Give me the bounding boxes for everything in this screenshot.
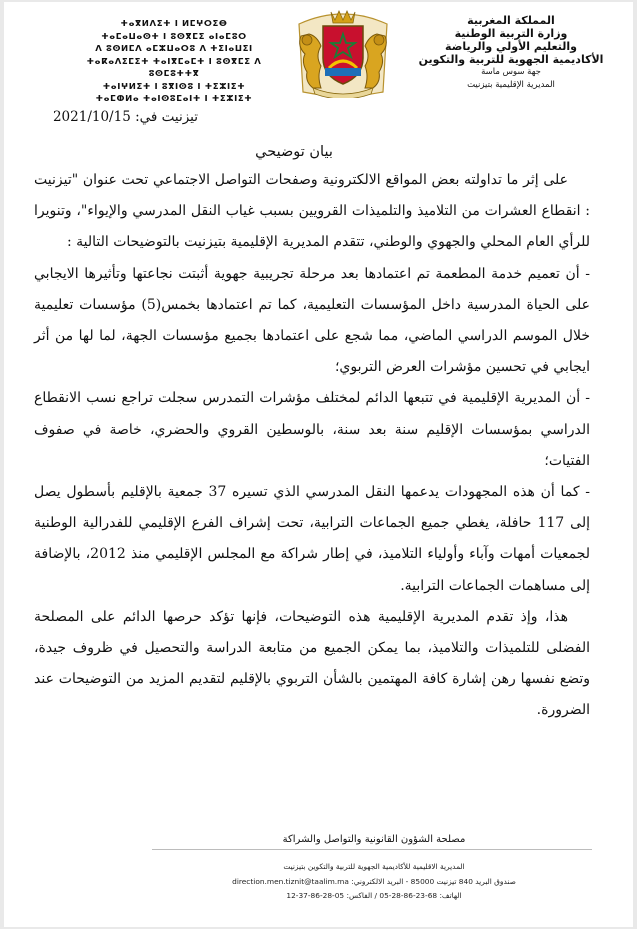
tifinagh-line: ⵜⴰⵏⵖⵍⵉⵜ ⵏ ⵓⴳⵏⵙⵓ ⵏ ⵜⵉⵣⵏⵉⵜ: [102, 81, 246, 92]
tifinagh-line: ⵜⴰⴳⵍⴷⵉⵜ ⵏ ⵍⵎⵖⵔⵉⴱ: [120, 19, 228, 29]
body-paragraph: - أن تعميم خدمة المطعمة تم اعتمادها بعد مرحلة تجريبية جهوية أثبتت نجاعتها وتأثيرها الايجابي على الحياة المدرسية داخل المؤسسات التعليمية، كما تم اعتمادها بخمس(5) مؤسسات تعليمية خلال الموسم الدراسي الماضي، مما شجع على اعتمادها بجميع مؤسسات الجهة، لما لها من أثر ايجابي في تحسين مؤشرات العرض التربوي؛: [34, 265, 591, 376]
tifinagh-line: ⵜⴰⵎⴰⵡⴰⵙⵜ ⵏ ⵓⵙⴳⵎⵉ ⴰⵏⴰⵎⵓⵔ: [101, 31, 247, 42]
letterhead-kingdom: المملكة المغربية: [467, 14, 555, 27]
tifinagh-line: ⴷ ⵓⵙⵍⵎⴷ ⴰⵎⵣⵡⴰⵔⵓ ⴷ ⵜⵉⵏⴰⵡⵉⵏ: [95, 44, 253, 54]
body-paragraph: - كما أن هذه المجهودات يدعمها النقل المدرسي الذي تسيره 37 جمعية بالإقليم بأسطول يصل إلى 117 حافلة، يغطي جميع الجماعات الترابية، تحت إشراف الفرع الإقليمي للفدرالية الوطنية لجمعيات أمهات وآباء وأولياء التلاميذ، في إطار شراكة مع المجلس الإقليمي منذ 2012، بالإضافة إلى مساهمات الجماعات الترابية.: [34, 484, 591, 594]
footer-line: صندوق البريد 840 تيزنيت 85000 - البريد الالكتروني: direction.men.tiznit@taalim.ma: [232, 876, 516, 886]
letterhead-ministry: وزارة التربية الوطنية: [454, 27, 568, 40]
footer-contact: [164, 860, 584, 904]
letterhead-academy: الأكاديمية الجهوية للتربية والتكوين: [418, 53, 604, 66]
letterhead-region: جهة سوس ماسة: [481, 67, 541, 77]
tifinagh-line: ⵜⴰⵎⵀⵍⴰ ⵜⴰⵏⵙⵓⵎⴰⵏⵜ ⵏ ⵜⵉⵣⵏⵉⵜ: [95, 94, 253, 104]
letterhead-directorate: المديرية الإقليمية بتيزنيت: [467, 80, 555, 90]
tifinagh-line: ⵜⴰⴽⴰⴷⵉⵎⵉⵜ ⵜⴰⵏⴳⵎⴰⵎⵜ ⵏ ⵓⵙⴳⵎⵉ ⴷ ⵓⵙⵎⵓⵜⵜⴳ: [86, 56, 262, 79]
footer-department: مصلحة الشؤون القانونية والتواصل والشراكة: [282, 834, 466, 845]
document-title: بيان توضيحي: [255, 144, 333, 160]
document-date: تيزنيت في: 2021/10/15: [52, 109, 198, 125]
document-body: [34, 165, 590, 727]
body-paragraph: هذا، وإذ تقدم المديرية الإقليمية هذه التوضيحات، فإنها تؤكد حرصها الدائم على المصلحة الفضلى للتلميذات والتلاميذ، بما يمكن الجميع من متابعة الدراسة والتحصيل في ظروف جيدة، وتضع نفسها رهن إشارة كافة المهتمين بالشأن التربوي بالإقليم لتقديم المزيد من التوضيحات عند الضرورة.: [34, 608, 590, 719]
body-paragraph: - أن المديرية الإقليمية في تتبعها الدائم لمختلف مؤشرات التمدرس سجلت تراجع نسب الانقطاع الدراسي بمؤسسات الإقليم سنة بعد سنة، بالوسطين القروي والحضري، خاصة في صفوف الفتيات؛: [34, 390, 590, 469]
arabic-letterhead: [402, 14, 620, 92]
footer-line: المديرية الاقليمية للأكاديمية الجهوية للتربية والتكوين بتيزنيت: [283, 862, 465, 871]
tifinagh-letterhead: [60, 18, 288, 106]
footer-line: الهاتف: 68-23-86-28-05 / الفاكس: 05-28-86-37-12: [286, 891, 462, 900]
moroccan-coat-of-arms-emblem: [291, 6, 395, 98]
footer-divider: [152, 849, 592, 850]
letterhead-ministry-2: والتعليم الأولي والرياضة: [445, 40, 577, 53]
body-paragraph: على إثر ما تداولته بعض المواقع الالكترونية وصفحات التواصل الاجتماعي تحت عنوان "تيزنيت : انقطاع العشرات من التلاميذ والتلميذات القرويين بسبب غياب النقل المدرسي والإيواء"، وتنويرا للرأي العام المحلي والجهوي والوطني، تتقدم المديرية الإقليمية بتيزنيت بالتوضيحات التالية :: [34, 172, 590, 251]
document-page: [4, 2, 633, 927]
